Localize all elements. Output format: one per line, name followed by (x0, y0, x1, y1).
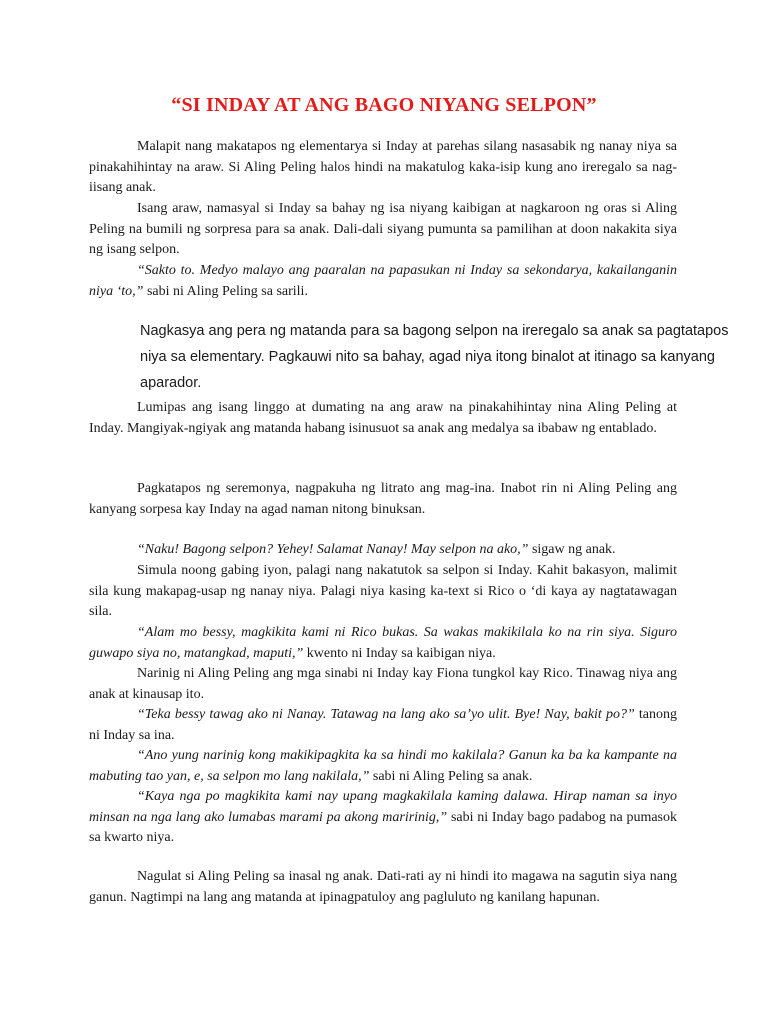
paragraph-10: Narinig ni Aling Peling ang mga sinabi ni Inday kay Fiona tungkol kay Rico. Tinawag niya ang anak at kinausap ito. (89, 666, 677, 702)
narration-text: sigaw ng anak. (528, 542, 616, 557)
paragraph-11 (89, 705, 677, 746)
paragraph-5: Lumipas ang isang linggo at dumating na ang araw na pinakahihintay nina Aling Peling at Inday. Mangiyak-ngiyak ang matanda habang isinusuot sa anak ang medalya sa ibabaw ng entablado. (89, 400, 677, 436)
narration-text: kwento ni Inday sa kaibigan niya. (303, 645, 496, 661)
quote-text: “Alam mo bessy, magkikita kami ni Rico bukas. Sa wakas makikilala ko na rin siya. Siguro guwapo siya no, matangkad, maputi,” (89, 625, 677, 661)
paragraph-3 (89, 261, 677, 302)
paragraph-9 (89, 623, 677, 664)
quote-text: “Ano yung narinig kong makikipagkita ka sa hindi mo kakilala? Ganun ka ba ka kampante na mabuting tao yan, e, sa selpon mo lang nakilala,” (89, 748, 677, 784)
paragraph-8: Simula noong gabing iyon, palagi nang nakatutok sa selpon si Inday. Kahit bakasyon, malimit sila kung makapag-usap ng nanay niya. Palagi niya kasing ka-text si Rico o ‘di kaya ay nagtatawagan sila. (89, 563, 677, 619)
narration-text: sabi ni Inday bago padabog na pumasok sa kwarto niya. (89, 809, 678, 845)
story-title: “SI INDAY AT ANG BAGO NIYANG SELPON” (171, 94, 597, 116)
quote-text: “Teka bessy tawag ako ni Nanay. Tatawag na lang ako sa’yo ulit. Bye! Nay, bakit po?” (137, 707, 635, 722)
narration-text: sabi ni Aling Peling sa sarili. (143, 283, 308, 299)
narration-text: tanong ni Inday sa ina. (89, 707, 677, 743)
paragraph-4: Nagkasya ang pera ng matanda para sa bagong selpon na ireregalo sa anak sa pagtatapos niya sa elementary. Pagkauwi nito sa bahay, agad niya itong binalot at itinago sa kanyang aparador. (140, 323, 729, 391)
paragraph-1: Malapit nang makatapos ng elementarya si Inday at parehas silang nasasabik ng nanay niya sa pinakahihintay na araw. Si Aling Peling halos hindi na makatulog kaka-isip kung ano ireregalo sa nag-iisang anak. (89, 139, 677, 195)
quote-text: “Sakto to. Medyo malayo ang paaralan na papasukan ni Inday sa sekondarya, kakailanganin niya ‘to,” (89, 263, 677, 299)
paragraph-7 (89, 540, 677, 561)
quote-text: “Naku! Bagong selpon? Yehey! Salamat Nanay! May selpon na ako,” (137, 542, 529, 557)
paragraph-6: Pagkatapos ng seremonya, nagpakuha ng litrato ang mag-ina. Inabot rin ni Aling Peling ang kanyang sorpesa kay Inday na agad naman nitong binuksan. (89, 481, 677, 517)
paragraph-14: Nagulat si Aling Peling sa inasal ng anak. Dati-rati ay ni hindi ito magawa na sagutin siya nang ganun. Nagtimpi na lang ang matanda at ipinagpatuloy ang pagluluto ng kanilang hapunan. (89, 869, 677, 905)
paragraph-12 (89, 746, 677, 787)
quote-text: “Kaya nga po magkikita kami nay upang magkakilala kaming dalawa. Hirap naman sa inyo minsan na nga lang ako lumabas marami pa akong maririnig,” (89, 789, 677, 825)
paragraph-2: Isang araw, namasyal si Inday sa bahay ng isa niyang kaibigan at nagkaroon ng oras si Aling Peling na bumili ng sorpresa para sa anak. Dali-dali siyang pumunta sa pamilihan at doon nakakita siya ng isang selpon. (89, 201, 677, 257)
narration-text: sabi ni Aling Peling sa anak. (369, 768, 533, 784)
paragraph-13 (89, 787, 677, 849)
